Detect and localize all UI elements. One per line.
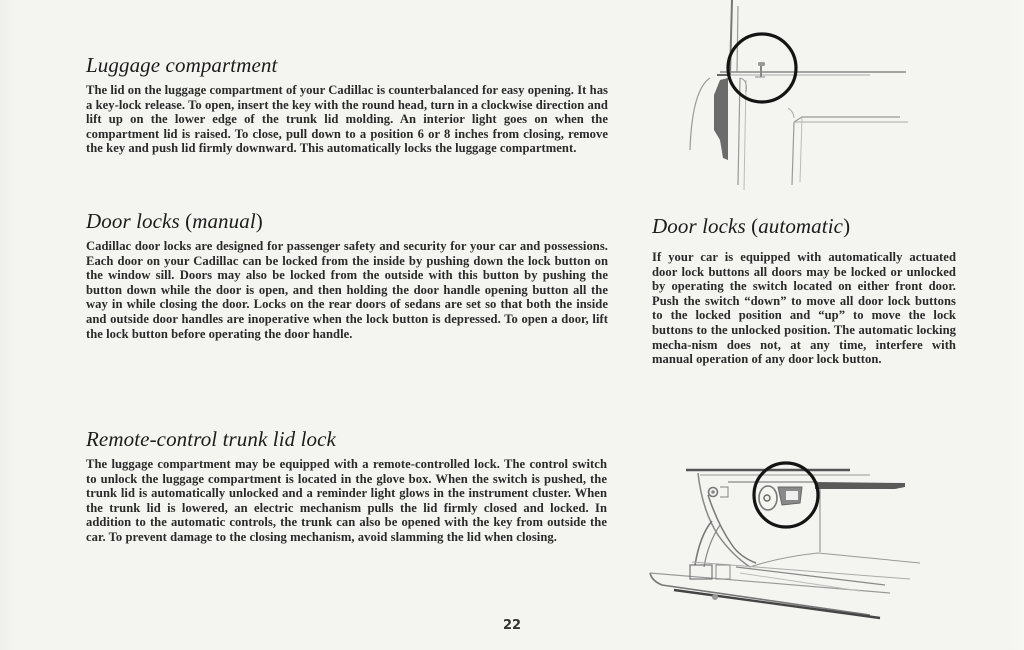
trunk-latch-drawing-icon xyxy=(640,455,930,625)
section-heading xyxy=(86,209,608,233)
section-heading: Luggage compartment xyxy=(86,53,278,77)
paren-open: ( xyxy=(751,214,759,238)
heading-qualifier xyxy=(185,209,263,233)
paren-close: ) xyxy=(843,214,851,238)
section-body: If your car is equipped with automatically actuated door lock buttons all doors may be locked or unlocked by operating the switch located on either front door. Push the switch “down” to move all door lock buttons to the locked position and “up” to move the lock buttons to the unlocked position. The automatic locking mecha-nism does not, at any time, interfere with manual operation of any door lock button. xyxy=(652,250,956,367)
trunk-latch-illustration xyxy=(640,455,930,625)
door-lock-drawing-icon xyxy=(670,0,920,195)
qualifier-word: automatic xyxy=(758,214,844,238)
heading-main: Door locks xyxy=(652,214,752,238)
heading-qualifier xyxy=(751,214,850,238)
section-heading: Remote-control trunk lid lock xyxy=(86,427,336,451)
door-lock-illustration xyxy=(670,0,920,195)
qualifier-word: manual xyxy=(192,209,256,233)
section-heading xyxy=(652,214,956,238)
section-body: Cadillac door locks are designed for passenger safety and security for your car and possessions. Each door on your Cadillac can be locked from the inside by pushing down the lock button on the window sill. Doors may also be locked from the outside with this button by pushing the button down while the door is open, and then holding the door handle opening button all the way in while closing the door. Locks on the rear doors of sedans are set so that both the inside and outside door handles are inoperative when the lock button is depressed. To open a door, lift the lock button before operating the door handle. xyxy=(86,239,608,341)
page-number: 22 xyxy=(502,618,522,633)
section-door-locks-manual xyxy=(86,209,608,341)
section-body: The lid on the luggage compartment of your Cadillac is counterbalanced for easy opening. It has a key-lock release. To open, insert the key with the round head, turn in a clockwise direction and lift up on the lower edge of the trunk lid molding. An interior light goes on when the compartment lid is raised. To close, pull down to a position 6 or 8 inches from closing, remove the key and push lid firmly downward. This automatically locks the luggage compartment. xyxy=(86,83,608,156)
paren-close: ) xyxy=(255,209,263,233)
section-body: The luggage compartment may be equipped with a remote-controlled lock. The control switch to unlock the luggage compartment is located in the glove box. When the switch is pushed, the trunk lid is automatically unlocked and a reminder light glows in the instrument cluster. When the trunk lid is lowered, an electric mechanism pulls the lid firmly closed and locked. In addition to the automatic controls, the trunk can also be opened with the key from outside the car. To prevent damage to the closing mechanism, avoid slamming the lid when closing. xyxy=(86,457,607,544)
section-door-locks-automatic xyxy=(652,214,956,367)
heading-main: Door locks xyxy=(86,209,186,233)
paren-open: ( xyxy=(185,209,193,233)
section-luggage-compartment xyxy=(86,53,608,156)
section-remote-trunk-lock xyxy=(86,427,607,545)
